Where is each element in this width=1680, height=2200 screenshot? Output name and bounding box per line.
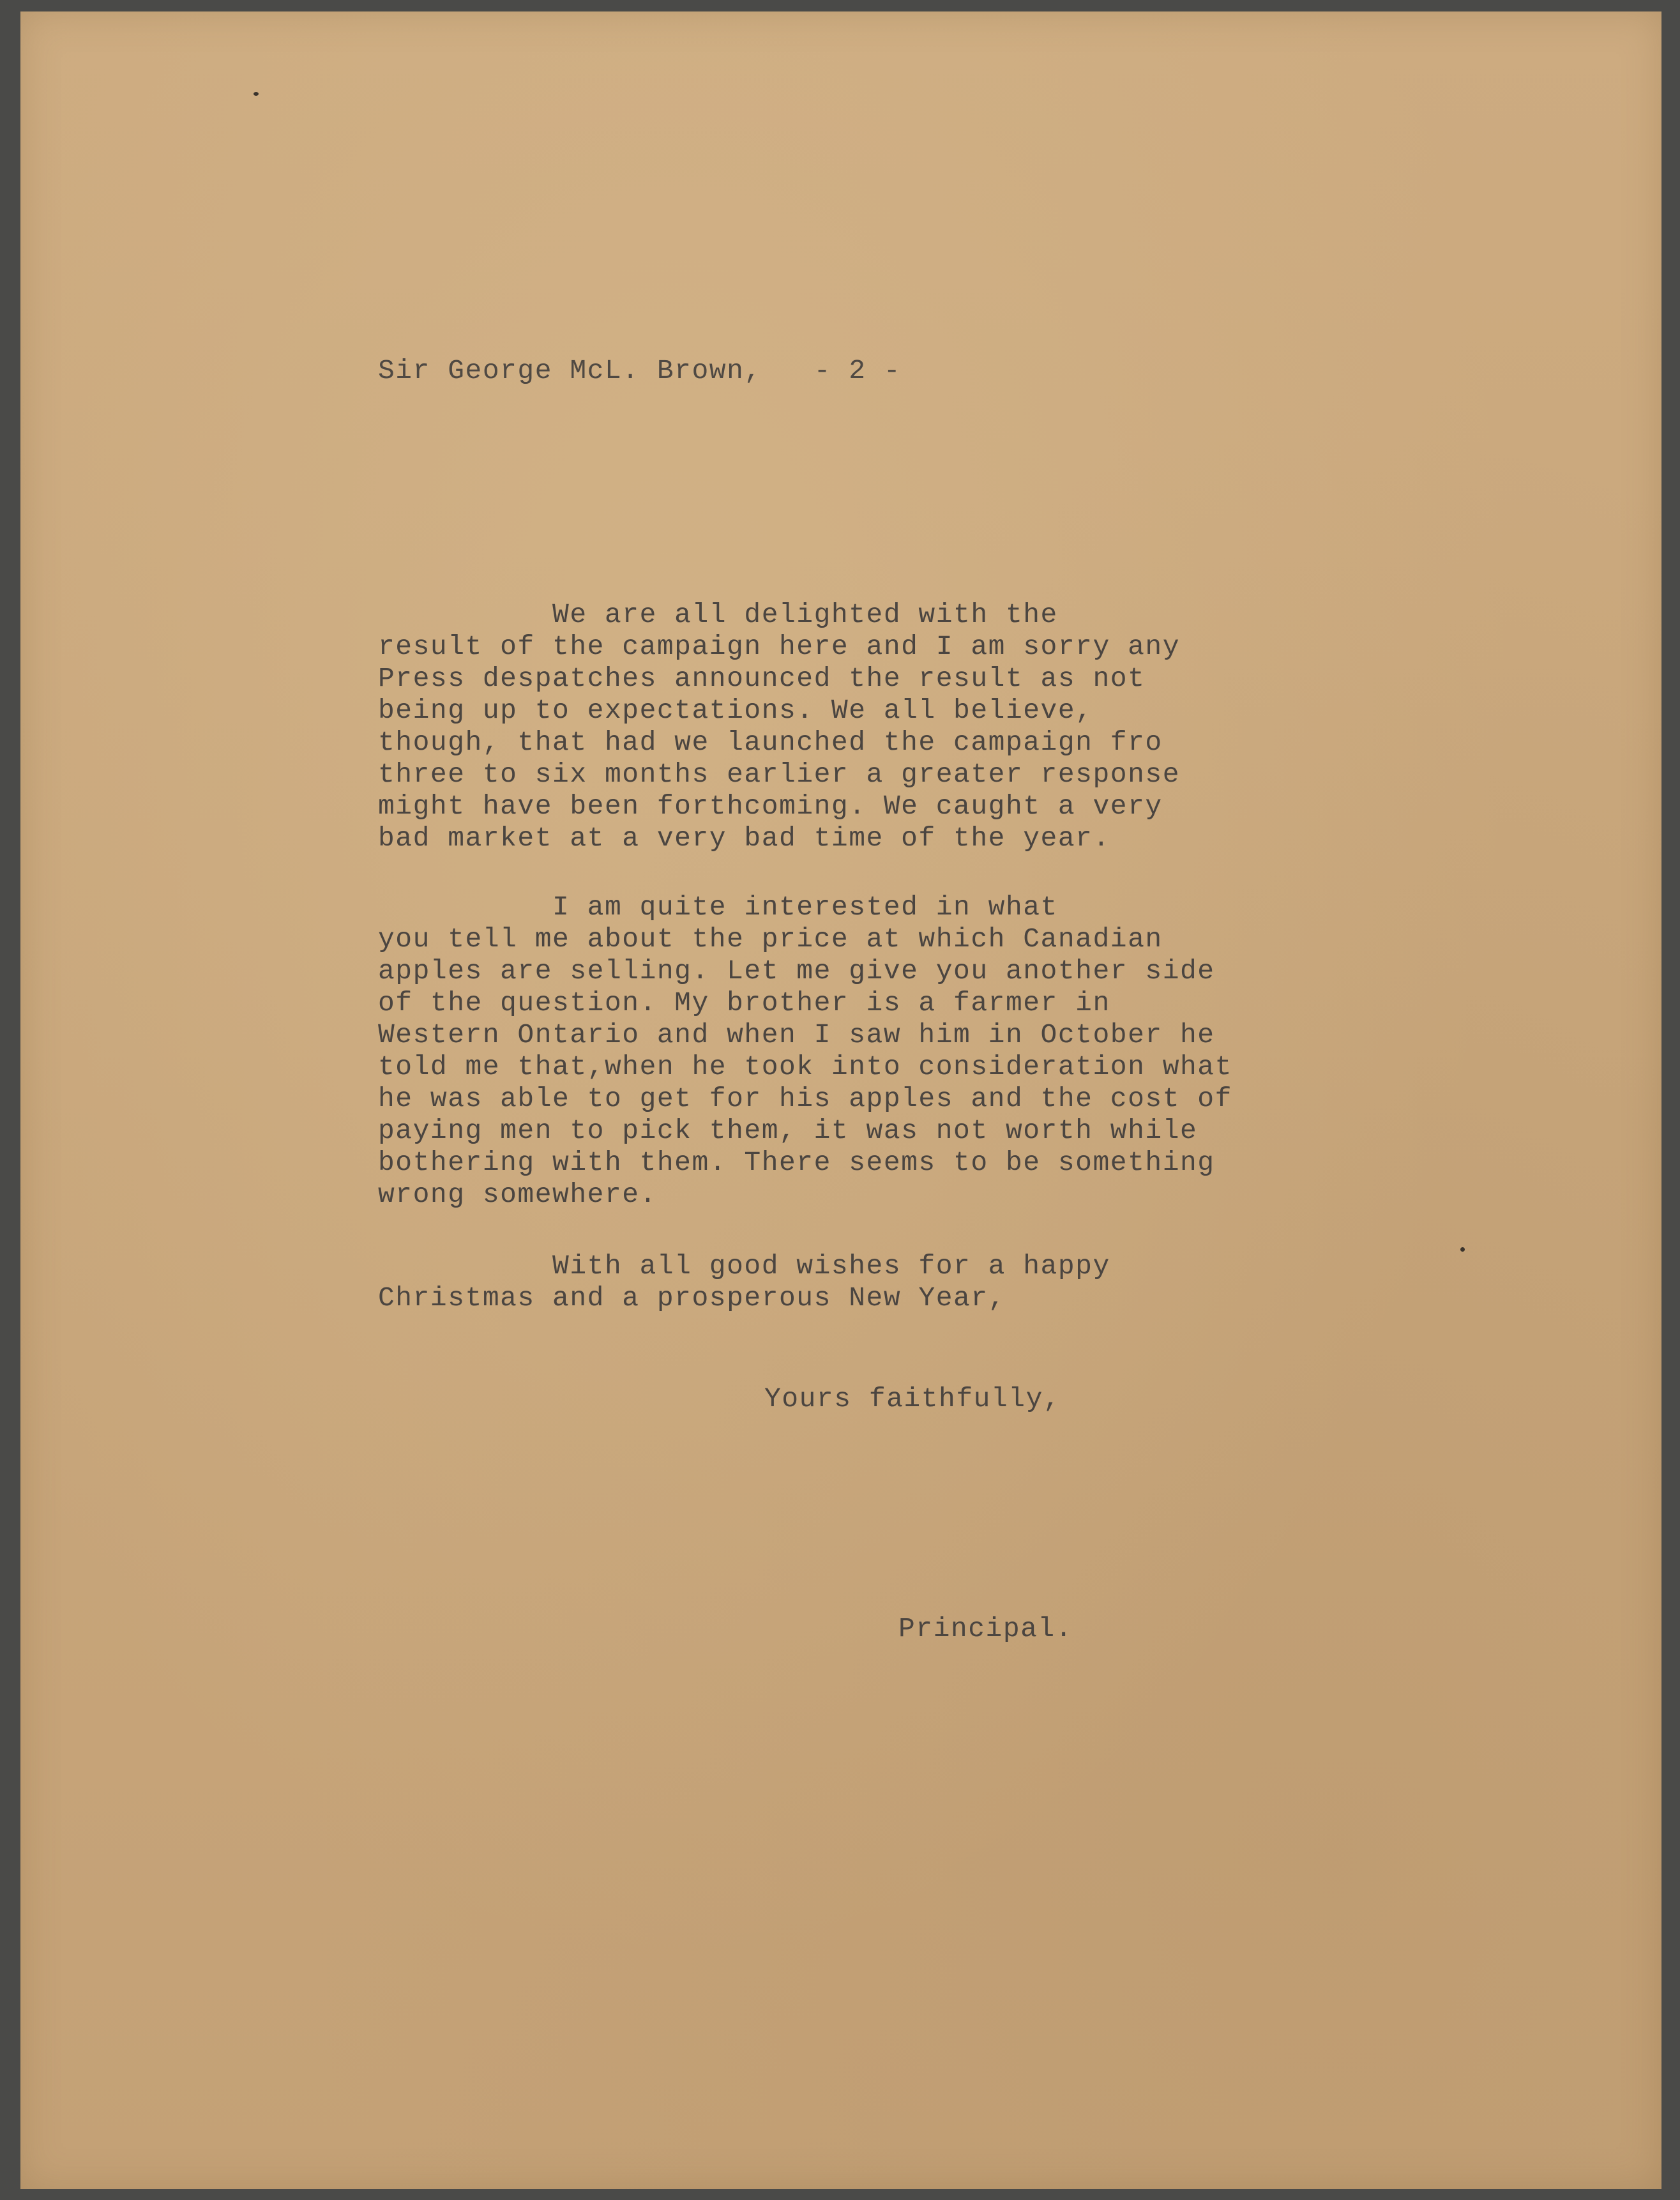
paragraph-line: wrong somewhere. [378, 1179, 657, 1210]
letter-signature: Principal. [898, 1613, 1073, 1644]
paragraph-line: he was able to get for his apples and the cost of [378, 1083, 1232, 1114]
paragraph-line: being up to expectations. We all believe, [378, 695, 1093, 726]
paragraph-line: Western Ontario and when I saw him in October he [378, 1019, 1215, 1051]
paragraph-line: might have been forthcoming. We caught a very [378, 791, 1163, 822]
paragraph-line: bad market at a very bad time of the year. [378, 823, 1110, 854]
ink-speck [1460, 1247, 1465, 1252]
paragraph-line: told me that,when he took into consideration what [378, 1051, 1232, 1082]
paragraph-line: bothering with them. There seems to be something [378, 1147, 1215, 1178]
paragraph-line: With all good wishes for a happy [378, 1250, 1110, 1282]
paragraph-line: you tell me about the price at which Canadian [378, 923, 1163, 955]
letter-page [20, 11, 1661, 2189]
paragraph-line: result of the campaign here and I am sorry any [378, 631, 1180, 662]
ink-speck [254, 92, 259, 96]
paragraph-line: though, that had we launched the campaign fro [378, 727, 1163, 758]
paragraph-line: We are all delighted with the [378, 599, 1058, 630]
paragraph-line: I am quite interested in what [378, 891, 1058, 923]
paragraph-line: paying men to pick them, it was not worth while [378, 1115, 1198, 1146]
letter-closing: Yours faithfully, [764, 1383, 1061, 1415]
paragraph-line: Press despatches announced the result as not [378, 663, 1146, 694]
paragraph-line: apples are selling. Let me give you another side [378, 955, 1215, 987]
paragraph-line: of the question. My brother is a farmer in [378, 987, 1110, 1019]
paragraph-line: Christmas and a prosperous New Year, [378, 1282, 1006, 1314]
paragraph-line: three to six months earlier a greater response [378, 759, 1180, 790]
letter-heading: Sir George McL. Brown, - 2 - [378, 355, 902, 386]
